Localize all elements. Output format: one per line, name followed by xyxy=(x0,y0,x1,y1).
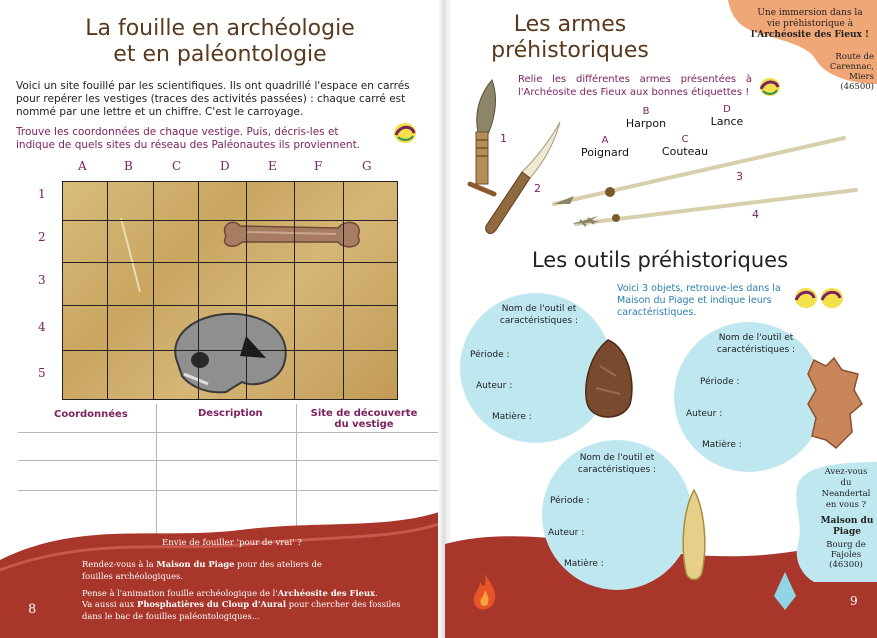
label-word: Couteau xyxy=(661,145,709,158)
col-label-a: A xyxy=(78,159,87,173)
grid-line xyxy=(62,220,398,221)
weapon-number-3: 3 xyxy=(736,170,743,183)
col-label-c: C xyxy=(172,159,182,173)
header-description: Description xyxy=(198,408,263,419)
tool-2-name-label: Nom de l'outil et caractéristiques : xyxy=(716,333,796,355)
tool-1-auteur-label: Auteur : xyxy=(476,381,513,391)
skull-fossil xyxy=(166,308,296,396)
grid-line xyxy=(62,181,398,182)
corner-bold: l'Archéosite des Fieux ! xyxy=(751,30,869,40)
grid-line xyxy=(62,181,63,400)
grid-line xyxy=(62,305,398,306)
grid-line xyxy=(198,181,199,400)
header-coordonnees: Coordonnées xyxy=(54,409,128,420)
promo-p1-bold: Maison du Piage xyxy=(156,559,235,569)
neandertal-question: Avez-vous du Neandertal en vous ? xyxy=(821,467,871,510)
row-label-3: 3 xyxy=(38,273,46,287)
tool-2-periode-label: Période : xyxy=(700,377,740,387)
tools-instruction: Voici 3 objets, retrouve-les dans la Maison du Piage et indique leurs caractéristiques. xyxy=(617,283,781,318)
arms-title-line2: préhistoriques xyxy=(491,38,649,63)
promo-p2-text: Pense à l'animation fouille archéologique de l' xyxy=(82,588,278,598)
weapon-number-2: 2 xyxy=(534,182,541,195)
intro-text: Voici un site fouillé par les scientifiques. Ils ont quadrillé l'espace en carrés pour repérer les vestiges (traces des activités passées) : chaque carré est nommé par une lettre et un chiffre. C'est le carroyage. xyxy=(16,80,410,118)
left-title xyxy=(40,16,400,68)
col-label-d: D xyxy=(220,159,230,173)
grid-line xyxy=(343,181,344,400)
row-label-5: 5 xyxy=(38,366,46,380)
promo-p2-bold: Archéosite des Fieux xyxy=(277,588,376,598)
tool-3-auteur-label: Auteur : xyxy=(548,528,585,538)
neandertal-address: Bourg de Fajoles (46300) xyxy=(826,540,866,570)
col-label-g: G xyxy=(362,159,372,173)
grid-line xyxy=(397,181,398,400)
table-line xyxy=(18,490,438,491)
header-site: Site de découverte du vestige xyxy=(310,408,418,430)
row-label-2: 2 xyxy=(38,230,46,244)
col-label-f: F xyxy=(314,159,323,173)
pencil-icon xyxy=(392,121,418,145)
label-word: Harpon xyxy=(625,117,667,130)
spear-weapon xyxy=(570,186,862,228)
row-label-1: 1 xyxy=(38,187,46,201)
tool-card-3 xyxy=(542,440,692,590)
grid-line xyxy=(62,399,398,400)
col-label-e: E xyxy=(268,159,277,173)
flint-tool xyxy=(804,356,866,452)
needle-fossil xyxy=(118,216,144,296)
label-letter: B xyxy=(642,106,650,117)
weapon-number-1: 1 xyxy=(500,132,507,145)
promo-p2-text-end: . xyxy=(375,588,378,598)
promo-paragraph-1 xyxy=(82,559,332,582)
label-word: Lance xyxy=(710,115,744,128)
grid-line xyxy=(294,181,295,400)
label-b[interactable] xyxy=(622,106,670,130)
left-page-number: 8 xyxy=(28,602,37,617)
neandertal-bold: Maison du Piage xyxy=(820,516,874,537)
promo-p3-text: Va aussi aux xyxy=(82,599,138,609)
tool-card-2 xyxy=(674,322,824,472)
instruction-text: Trouve les coordonnées de chaque vestige. Puis, décris-les et indique de quels sites du réseau des Paléonautes ils proviennent. xyxy=(16,126,361,151)
promo-p3-text-end: pour chercher des fossiles dans le bac de fouilles paléontologiques... xyxy=(82,599,401,621)
tools-title: Les outils préhistoriques xyxy=(531,248,789,272)
tool-1-matiere-label: Matière : xyxy=(492,412,532,422)
table-line xyxy=(18,432,438,433)
tool-3-periode-label: Période : xyxy=(550,496,590,506)
label-d[interactable] xyxy=(704,104,750,128)
grid-line xyxy=(62,262,398,263)
tool-3-name-label: Nom de l'outil et caractéristiques : xyxy=(577,453,657,475)
tool-2-auteur-label: Auteur : xyxy=(686,409,723,419)
promo-heading: Envie de fouiller 'pour de vrai' ? xyxy=(162,538,302,548)
tool-1-name-label: Nom de l'outil et caractéristiques : xyxy=(499,304,579,326)
corner-line1: Une immersion dans la vie préhistorique à xyxy=(757,8,863,29)
promo-p1-text: Rendez-vous à la xyxy=(82,559,157,569)
point-tool xyxy=(676,488,712,586)
pencil-icon xyxy=(758,76,782,98)
grid-line xyxy=(107,181,108,400)
pencil-icon xyxy=(792,286,850,310)
promo-paragraph-2 xyxy=(82,588,412,600)
corner-callout-text xyxy=(750,8,870,41)
left-title-line1: La fouille en archéologie xyxy=(85,16,355,41)
promo-p1-text-end: pour des ateliers de fouilles archéologiques. xyxy=(82,559,322,581)
grid-line xyxy=(62,350,398,351)
answer-table-headers xyxy=(18,407,438,433)
col-label-b: B xyxy=(124,159,133,173)
weapon-number-4: 4 xyxy=(752,208,759,221)
tool-2-matiere-label: Matière : xyxy=(702,440,742,450)
row-label-4: 4 xyxy=(38,320,46,334)
arms-title xyxy=(470,12,670,64)
right-page-number: 9 xyxy=(850,594,858,608)
fire-icon xyxy=(470,572,500,612)
label-letter: C xyxy=(681,134,689,145)
tool-3-matiere-label: Matière : xyxy=(564,559,604,569)
promo-paragraph-3 xyxy=(82,599,402,622)
label-letter: A xyxy=(601,135,609,146)
label-letter: D xyxy=(723,104,731,115)
left-title-line2: et en paléontologie xyxy=(113,42,327,67)
table-line xyxy=(18,460,438,461)
grid-line xyxy=(246,181,247,400)
arms-title-line1: Les armes xyxy=(513,12,627,37)
handaxe-tool xyxy=(580,336,638,424)
tool-1-periode-label: Période : xyxy=(470,350,510,360)
label-word: Poignard xyxy=(580,146,630,159)
grid-line xyxy=(153,181,154,400)
corner-address: Route de Carennac, Miers (46500) xyxy=(829,52,874,92)
promo-p3-bold: Phosphatières du Cloup d'Aural xyxy=(137,599,287,609)
arms-instruction: Relie les différentes armes présentées à l'Archéosite des Fieux aux bonnes étiquettes ! xyxy=(518,74,752,98)
